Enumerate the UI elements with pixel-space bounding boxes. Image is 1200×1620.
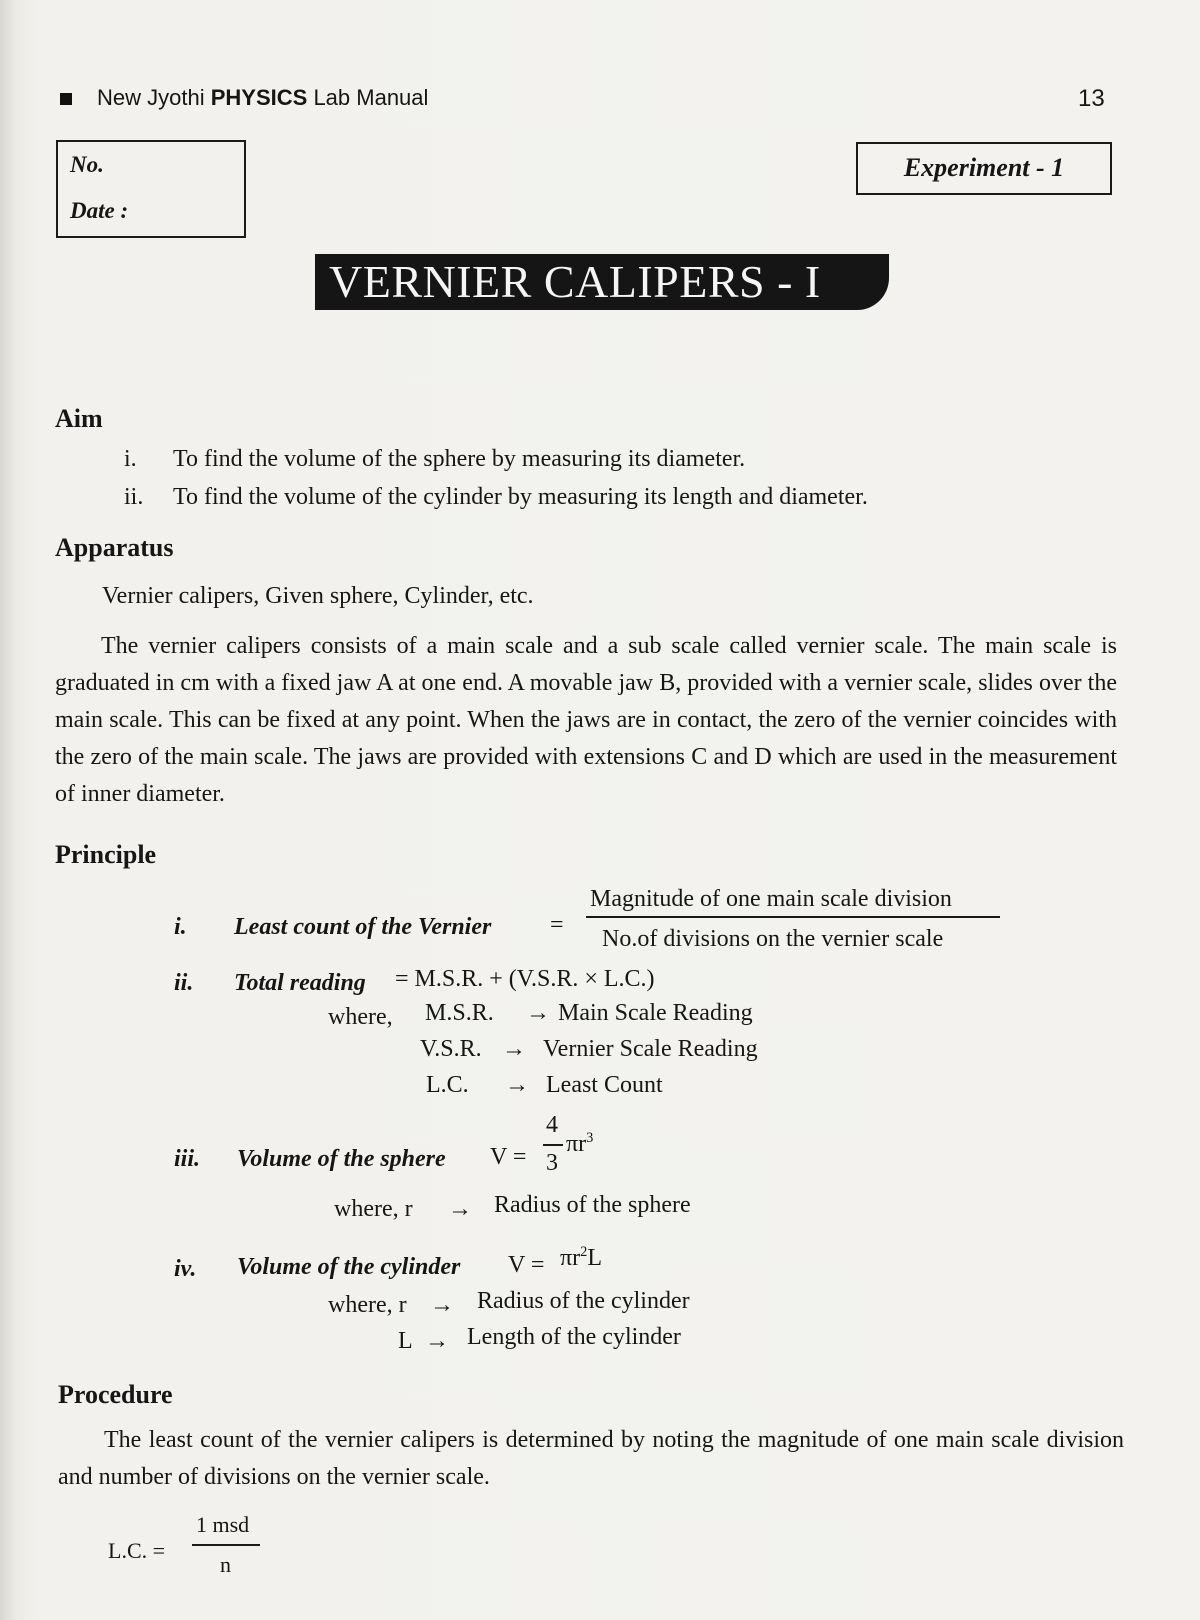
header-title [97,85,428,111]
least-count-num: i. [174,914,187,940]
cylinder-arrow-2-icon: → [425,1328,449,1354]
def-msr-arrow-icon: → [526,1000,550,1026]
cylinder-where: where, r [328,1292,407,1318]
aim-item-2-text: To find the volume of the cylinder by measuring its length and diameter. [173,484,868,510]
procedure-lc-lhs: L.C. = [108,1538,166,1563]
def-msr-symbol: M.S.R. [425,1000,494,1026]
sphere-num: iii. [174,1146,201,1172]
apparatus-description: The vernier calipers consists of a main scale and a sub scale called vernier scale. The main scale is graduated in cm with a fixed jaw A at one end. A movable jaw B, provided with a vernier scale, slides over the main scale. This can be fixed at any point. When the jaws are in contact, the zero of the vernier coincides with the zero of the main scale. The jaws are provided with extensions C and D which are used in the measurement of inner diameter. [55,633,1117,807]
aim-item-1-text: To find the volume of the sphere by measuring its diameter. [173,446,746,472]
cylinder-meaning-radius: Radius of the cylinder [477,1288,690,1314]
least-count-numerator: Magnitude of one main scale division [590,886,952,912]
page-title: VERNIER CALIPERS - I [315,254,889,310]
no-label: No. [70,152,104,177]
header-title-rest: Lab Manual [313,85,429,110]
sphere-fraction-denominator: 3 [546,1150,558,1176]
cylinder-exponent: 2 [580,1244,588,1260]
experiment-label: Experiment - 1 [856,142,1112,195]
def-msr-meaning: Main Scale Reading [558,1000,753,1026]
sphere-fraction-numerator: 4 [546,1112,558,1138]
least-count-label: Least count of the Vernier [234,914,492,940]
record-box [56,140,246,238]
sphere-fraction-bar [543,1144,563,1146]
procedure-lc-fraction-bar [192,1544,260,1546]
def-vsr-meaning: Vernier Scale Reading [543,1036,758,1062]
sphere-pi-r-text: πr [566,1131,587,1157]
sphere-lhs: V = [490,1144,527,1170]
total-reading-num: ii. [174,970,194,996]
procedure-lc-numerator: 1 msd [196,1512,250,1537]
procedure-lc-denominator: n [220,1552,231,1577]
least-count-eq: = [550,912,564,938]
cylinder-pi-r-text: πr [560,1245,581,1271]
cylinder-meaning-length: Length of the cylinder [467,1324,681,1350]
principle-heading: Principle [55,840,157,869]
sphere-where: where, r [334,1196,413,1222]
def-lc-symbol: L.C. [426,1072,469,1098]
least-count-fraction-bar [586,916,1000,918]
page-number: 13 [1078,85,1105,112]
cylinder-label: Volume of the cylinder [237,1254,461,1280]
total-reading-where: where, [328,1004,393,1030]
cylinder-lhs: V = [508,1252,545,1278]
apparatus-heading: Apparatus [55,533,174,562]
header-title-plain: New Jyothi [97,85,205,110]
procedure-text: The least count of the vernier calipers is determined by noting the magnitude of one main scale division and number of divisions on the vernier scale. [58,1427,1124,1490]
sphere-pi-r [566,1130,593,1158]
cylinder-arrow-1-icon: → [430,1292,454,1318]
total-reading-formula: = M.S.R. + (V.S.R. × L.C.) [395,966,655,992]
def-lc-arrow-icon: → [505,1072,529,1098]
aim-item-1-num: i. [124,446,137,472]
total-reading-label: Total reading [234,970,366,996]
apparatus-list: Vernier calipers, Given sphere, Cylinder, etc. [102,583,534,609]
sphere-arrow-icon: → [448,1196,472,1222]
def-lc-meaning: Least Count [546,1072,663,1098]
def-vsr-arrow-icon: → [502,1036,526,1062]
sphere-meaning: Radius of the sphere [494,1192,691,1218]
procedure-heading: Procedure [58,1380,173,1409]
sphere-exponent: 3 [586,1130,594,1146]
header-bullet-icon [60,93,72,105]
aim-heading: Aim [55,404,103,433]
aim-item-2-num: ii. [124,484,144,510]
header-title-bold: PHYSICS [210,85,308,110]
date-label: Date : [70,198,129,223]
cylinder-formula [560,1244,602,1272]
sphere-label: Volume of the sphere [237,1146,446,1172]
cylinder-num: iv. [174,1256,197,1282]
cylinder-L-symbol: L [398,1328,413,1354]
cylinder-length-symbol: L [587,1245,602,1271]
least-count-denominator: No.of divisions on the vernier scale [602,926,944,952]
def-vsr-symbol: V.S.R. [420,1036,482,1062]
